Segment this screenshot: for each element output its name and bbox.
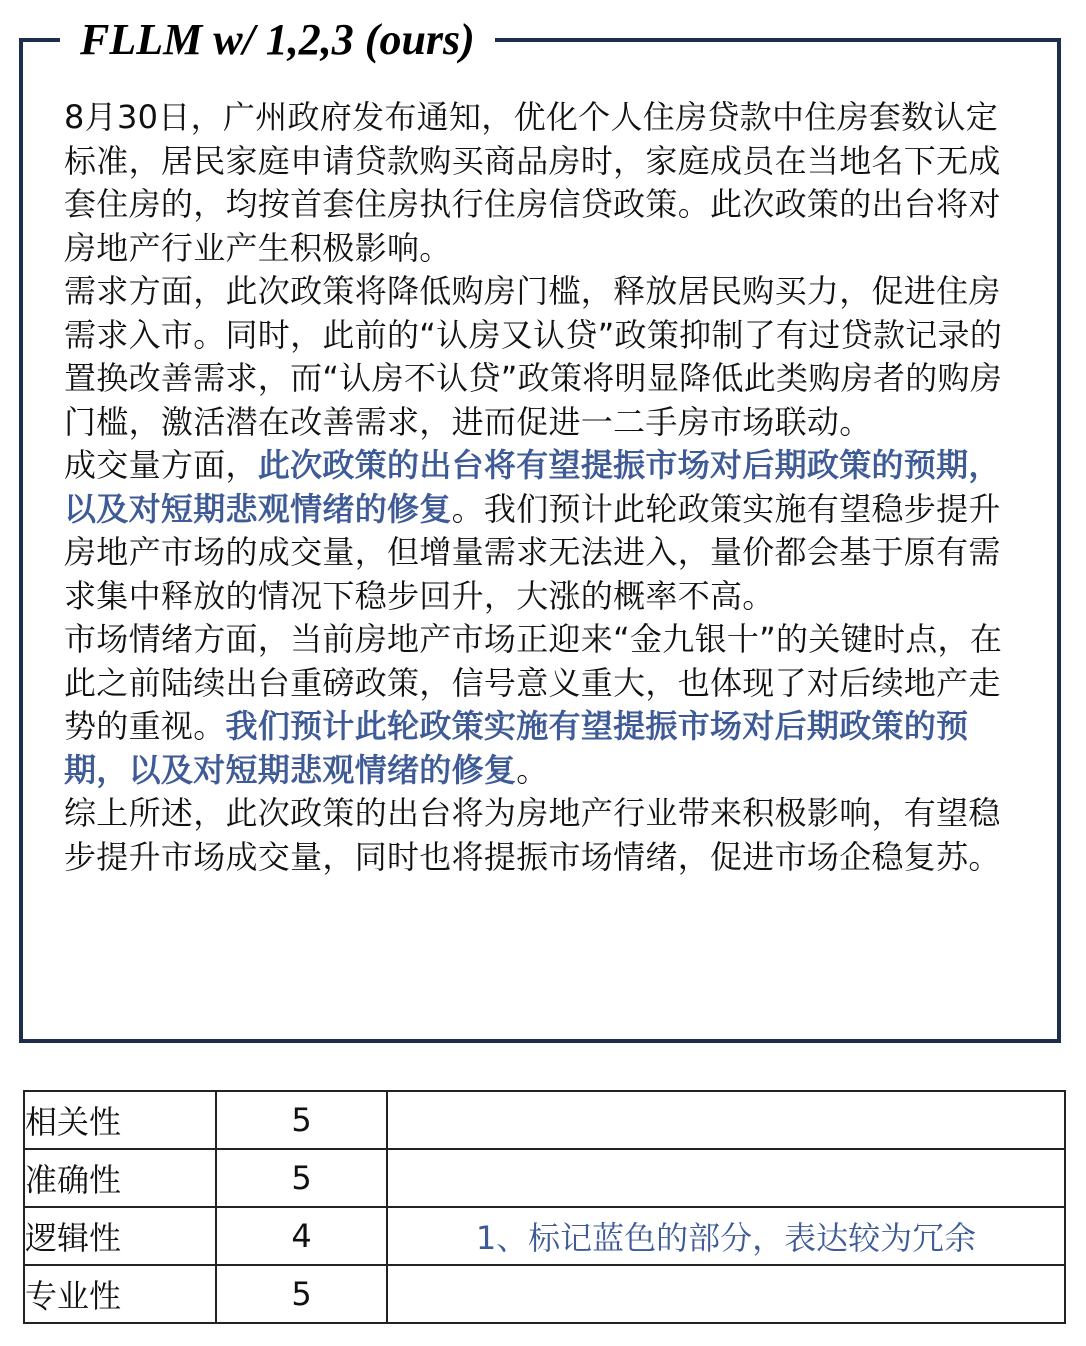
note-cell: 1、标记蓝色的部分，表达较为冗余 <box>387 1207 1065 1265</box>
paragraph-intro <box>64 96 1014 270</box>
text-segment: 需求方面，此次政策将降低购房门槛，释放居民购买力，促进住房需求入市。同时，此前的“认房又认贷”政策抑制了有过贷款记录的置换改善需求，而“认房不认贷”政策将明显降低此类购房者的购房门槛，激活潜在改善需求，进而促进一二手房市场联动。 <box>64 272 1003 441</box>
score-cell: 4 <box>216 1207 387 1265</box>
text-segment: 市场情绪方面，当前房地产市场正迎来“金九银十”的关键时点，在此之前陆续出台重磅政策，信号意义重大，也体现了对后续地产走势的重视。 <box>64 620 1003 745</box>
answer-text <box>64 96 1014 879</box>
score-cell: 5 <box>216 1265 387 1323</box>
paragraph-demand <box>64 270 1014 444</box>
note-cell <box>387 1265 1065 1323</box>
table-row <box>24 1091 1065 1149</box>
note-cell <box>387 1149 1065 1207</box>
score-cell: 5 <box>216 1149 387 1207</box>
paragraph-volume <box>64 444 1014 618</box>
paragraph-sentiment <box>64 618 1014 792</box>
note-cell <box>387 1091 1065 1149</box>
paragraph-summary <box>64 792 1014 879</box>
table-row <box>24 1149 1065 1207</box>
metric-cell: 专业性 <box>24 1265 216 1323</box>
text-segment: 综上所述，此次政策的出台将为房地产行业带来积极影响，有望稳步提升市场成交量，同时也将提振市场情绪，促进市场企稳复苏。 <box>64 794 1001 876</box>
highlighted-text: 此次政策的出台将有望提振市场对后期政策的预期，以及对短期悲观情绪的修复 <box>64 446 1001 528</box>
panel-title: FLLM w/ 1,2,3 (ours) <box>60 10 495 70</box>
table-row <box>24 1265 1065 1323</box>
score-table <box>23 1090 1066 1324</box>
text-segment: 。 <box>516 750 549 789</box>
metric-cell: 准确性 <box>24 1149 216 1207</box>
text-segment: 8月30日，广州政府发布通知，优化个人住房贷款中住房套数认定标准，居民家庭申请贷款购买商品房时，家庭成员在当地名下无成套住房的，均按首套住房执行住房信贷政策。此次政策的出台将对房地产行业产生积极影响。 <box>64 98 1001 267</box>
text-segment: 成交量方面， <box>64 446 258 484</box>
text-segment: 。我们预计此轮政策实施有望稳步提升房地产市场的成交量，但增量需求无法进入，量价都会基于原有需求集中释放的情况下稳步回升，大涨的概率不高。 <box>64 489 1001 615</box>
score-cell: 5 <box>216 1091 387 1149</box>
metric-cell: 相关性 <box>24 1091 216 1149</box>
table-row <box>24 1207 1065 1265</box>
highlighted-text: 我们预计此轮政策实施有望提振市场对后期政策的预期，以及对短期悲观情绪的修复 <box>64 707 969 789</box>
metric-cell: 逻辑性 <box>24 1207 216 1265</box>
